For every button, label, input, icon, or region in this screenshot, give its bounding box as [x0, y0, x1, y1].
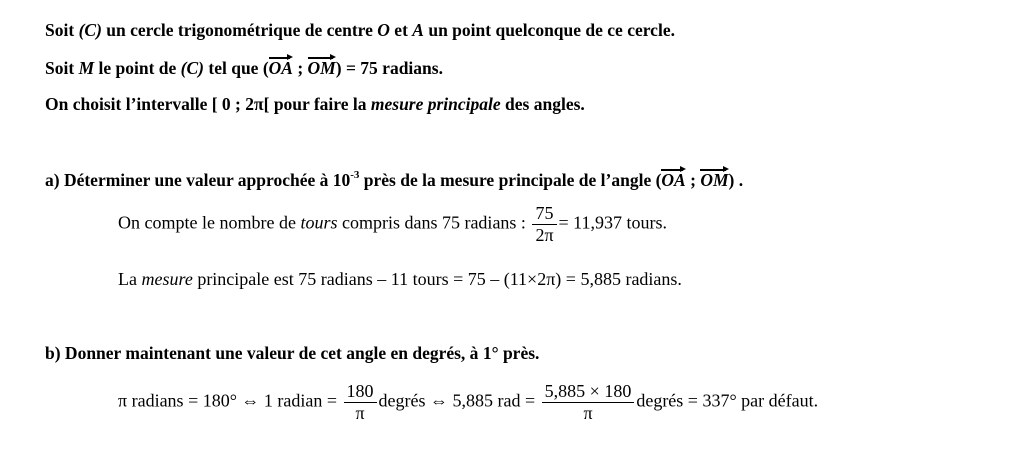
vector-oa: OA [661, 170, 686, 190]
intro-line-1: Soit (C) un cercle trigonométrique de centre O et A un point quelconque de ce cercle. [45, 20, 675, 40]
vector-oa: OA [268, 58, 293, 78]
intro-line-2: Soit M le point de (C) tel que (OA ; OM) = 75 radians. [45, 58, 443, 78]
part-a-principal-line: La mesure principale est 75 radians – 11 tours = 75 – (11×2π) = 5,885 radians. [118, 269, 682, 289]
part-a-tours-line: On compte le nombre de tours compris dans 75 radians : $\frac{75}{2\pi}$ = 11,937 tours. [118, 203, 668, 245]
part-b-conversion-line: π radians = 180° ⇔ 1 radian = $\frac{180}{\pi}$ degrés ⇔ 5,885 rad = $\frac{5,885 \times 180}{\pi}$ degrés = 337° par défaut. [118, 381, 819, 423]
part-a-question: a) Déterminer une valeur approchée à $10^{-3}$ près de la mesure principale de l’angle (OA ; OM) . [45, 169, 744, 190]
fraction-75-over-2pi: $\frac{75}{2\pi}$ [532, 203, 556, 245]
intro-line-3: On choisit l’intervalle [ 0 ; 2π[ pour faire la mesure principale des angles. [45, 94, 585, 114]
vector-om: OM [700, 170, 729, 190]
vector-om: OM [307, 58, 336, 78]
fraction-180-over-pi: $\frac{180}{\pi}$ [344, 381, 377, 423]
part-b-question: b) Donner maintenant une valeur de cet angle en degrés, à 1° près. [45, 343, 540, 363]
fraction-5885x180-over-pi: $\frac{5,885 \times 180}{\pi}$ [542, 381, 635, 423]
